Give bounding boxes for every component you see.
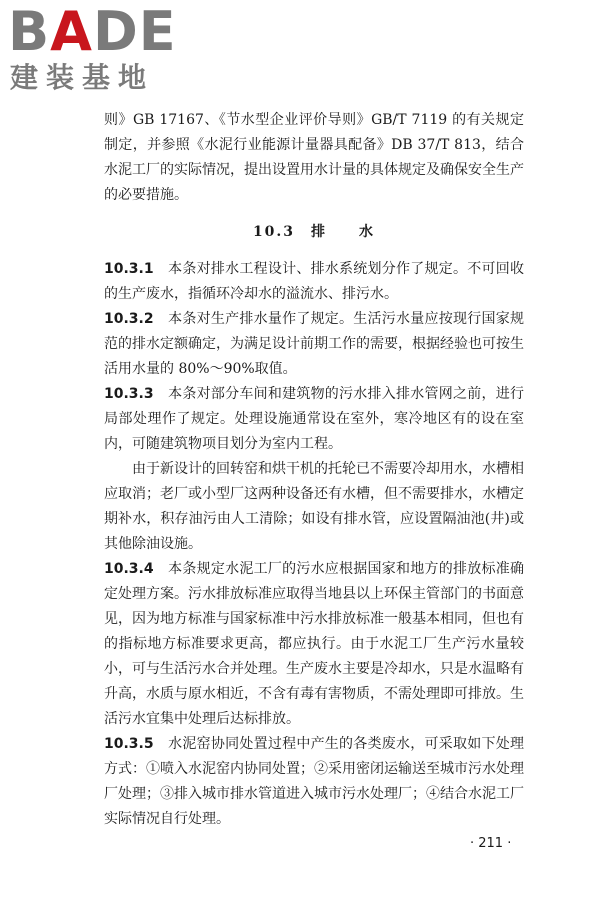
- logo-accent-letter: A: [50, 0, 93, 63]
- section-title: 10.3 排 水: [252, 224, 376, 240]
- clause-10-3-3: [104, 382, 524, 457]
- page-content: [104, 108, 524, 832]
- clause-10-3-4: [104, 557, 524, 732]
- clause-number: 10.3.4: [104, 561, 154, 577]
- page-number: · 211 ·: [470, 836, 512, 851]
- clause-10-3-5: [104, 732, 524, 832]
- logo-wordmark: BADE: [8, 0, 177, 63]
- clause-number: 10.3.3: [104, 386, 154, 402]
- clause-text: 本条规定水泥工厂的污水应根据国家和地方的排放标准确定处理方案。污水排放标准应取得当地县以上环保主管部门的书面意见，因为地方标准与国家标准中污水排放标准一般基本相同，但也有的指标地方标准要求更高，都应执行。由于水泥工厂生产污水量较小，可与生活污水合并处理。生产废水主要是冷却水，只是水温略有升高，水质与原水相近，不含有毒有害物质，不需处理即可排放。生活污水宜集中处理后达标排放。: [104, 561, 525, 727]
- logo-subtitle: 建装基地: [10, 61, 155, 94]
- clause-number: 10.3.1: [104, 261, 154, 277]
- clause-10-3-1: [104, 257, 524, 307]
- clause-10-3-3-continuation: 由于新设计的回转窑和烘干机的托轮已不需要冷却用水，水槽相应取消；老厂或小型厂这两种设备还有水槽，但不需要排水，水槽定期补水，积存油污由人工清除；如设有排水管，应设置隔油池(井)或其他除油设施。: [104, 461, 524, 552]
- clause-text: 本条对生产排水量作了规定。生活污水量应按现行国家规范的排水定额确定，为满足设计前期工作的需要，根据经验也可按生活用水量的 80%～90%取值。: [104, 311, 525, 377]
- clause-text: 本条对排水工程设计、排水系统划分作了规定。不可回收的生产废水，指循环冷却水的溢流水、排污水。: [104, 261, 525, 302]
- intro-paragraph: 则》GB 17167、《节水型企业评价导则》GB/T 7119 的有关规定制定，并参照《水泥行业能源计量器具配备》DB 37/T 813，结合水泥工厂的实际情况，提出设置用水计量的具体规定及确保安全生产的必要措施。: [104, 112, 524, 203]
- clause-text: 本条对部分车间和建筑物的污水排入排水管网之前，进行局部处理作了规定。处理设施通常设在室外，寒冷地区有的设在室内，可随建筑物项目划分为室内工程。: [104, 386, 525, 452]
- clause-10-3-2: [104, 307, 524, 382]
- clause-number: 10.3.5: [104, 736, 154, 752]
- clause-text: 水泥窑协同处置过程中产生的各类废水，可采取如下处理方式：①喷入水泥窑内协同处置；②采用密闭运输送至城市污水处理厂处理；③排入城市排水管道进入城市污水处理厂；④结合水泥工厂实际情况自行处理。: [104, 736, 525, 827]
- bade-logo: [8, 0, 178, 96]
- clause-number: 10.3.2: [104, 311, 154, 327]
